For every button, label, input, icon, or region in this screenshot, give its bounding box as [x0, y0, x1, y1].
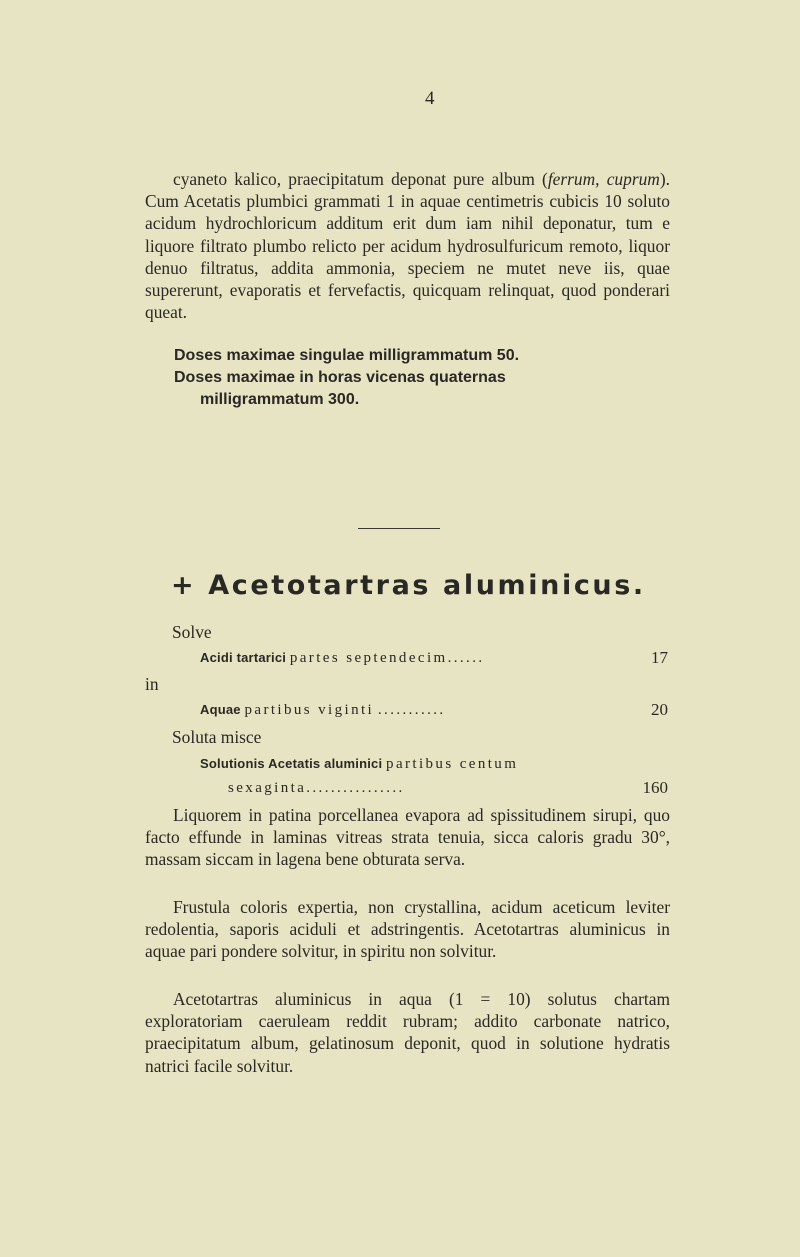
section-divider	[358, 528, 440, 529]
ingredient-2	[200, 702, 446, 719]
ingredient-3-dots: ................	[306, 780, 405, 796]
dose-daily: Doses maximae in horas vicenas quaternas	[174, 369, 506, 386]
doses-block	[145, 345, 685, 411]
paragraph-description: Frustula coloris expertia, non crystallina, acidum aceticum leviter redolentia, saporis aciduli et adstringentis. Acetotartras aluminicus in aquae pari pondere solvitur, in spiritu non solvitur.	[145, 897, 670, 962]
ingredient-3	[200, 756, 518, 773]
ingredient-1-dots: ......	[447, 650, 485, 666]
section-heading	[171, 570, 646, 601]
paragraph-tests: Acetotartras aluminicus in aqua (1 = 10) solutus chartam exploratoriam caeruleam reddit rubram; addito carbonate natrico, praecipitatum album, gelatinosum deponit, quod in solutione hydratis natrici facile solvitur.	[145, 989, 670, 1076]
ingredient-1	[200, 650, 485, 667]
intro-text-1: cyaneto kalico, praecipitatum deponat pure album (	[173, 169, 548, 189]
intro-text-2: ). Cum Acetatis plumbici grammati 1 in aquae centimetris cubicis 10 soluto acidum hydrochloricum additum erit dum iam nihil deponatur, tum e liquore filtrato plumbo relicto per acidum hydrosulfuricum remoto, liquor denuo filtratus, addita ammonia, speciem ne mutet neve iis, quae supererunt, evaporatis et fervefactis, quicquam relinquat, quod ponderari queat.	[145, 169, 670, 323]
ingredient-3-amount: partibus centum	[386, 756, 519, 772]
ingredient-3-name: Solutionis Acetatis aluminici	[200, 756, 383, 771]
intro-paragraph	[145, 168, 670, 323]
ingredient-1-name: Acidi tartarici	[200, 650, 287, 665]
paragraph-preparation: Liquorem in patina porcellanea evapora ad spissitudinem sirupi, quo facto effunde in laminas vitreas strata tenuia, sicca caloris gradu 30°, massam siccam in lagena bene obturata serva.	[145, 805, 670, 870]
page-number: 4	[425, 88, 435, 109]
ingredient-3-qty: 160	[642, 778, 668, 797]
ingredient-1-amount: partes septendecim	[289, 650, 448, 666]
ingredient-2-name: Aquae	[200, 702, 241, 717]
ingredient-3-amount-cont: sexaginta	[228, 780, 307, 796]
cross-mark: +	[171, 570, 197, 601]
dose-daily-amount: milligrammatum 300.	[200, 391, 360, 408]
intro-italic: ferrum, cuprum	[547, 169, 660, 189]
ingredient-2-dots: ...........	[377, 702, 446, 718]
dose-single: Doses maximae singulae milligrammatum 50.	[174, 347, 520, 364]
section-title: Acetotartras aluminicus.	[208, 570, 646, 601]
ingredient-3-cont	[228, 780, 405, 797]
recipe-solve: Solve	[172, 622, 212, 642]
ingredient-1-qty: 17	[651, 648, 668, 667]
recipe-soluta: Soluta misce	[172, 727, 262, 747]
recipe-in: in	[145, 674, 159, 694]
ingredient-2-amount: partibus viginti	[244, 702, 375, 718]
ingredient-2-qty: 20	[651, 700, 668, 719]
